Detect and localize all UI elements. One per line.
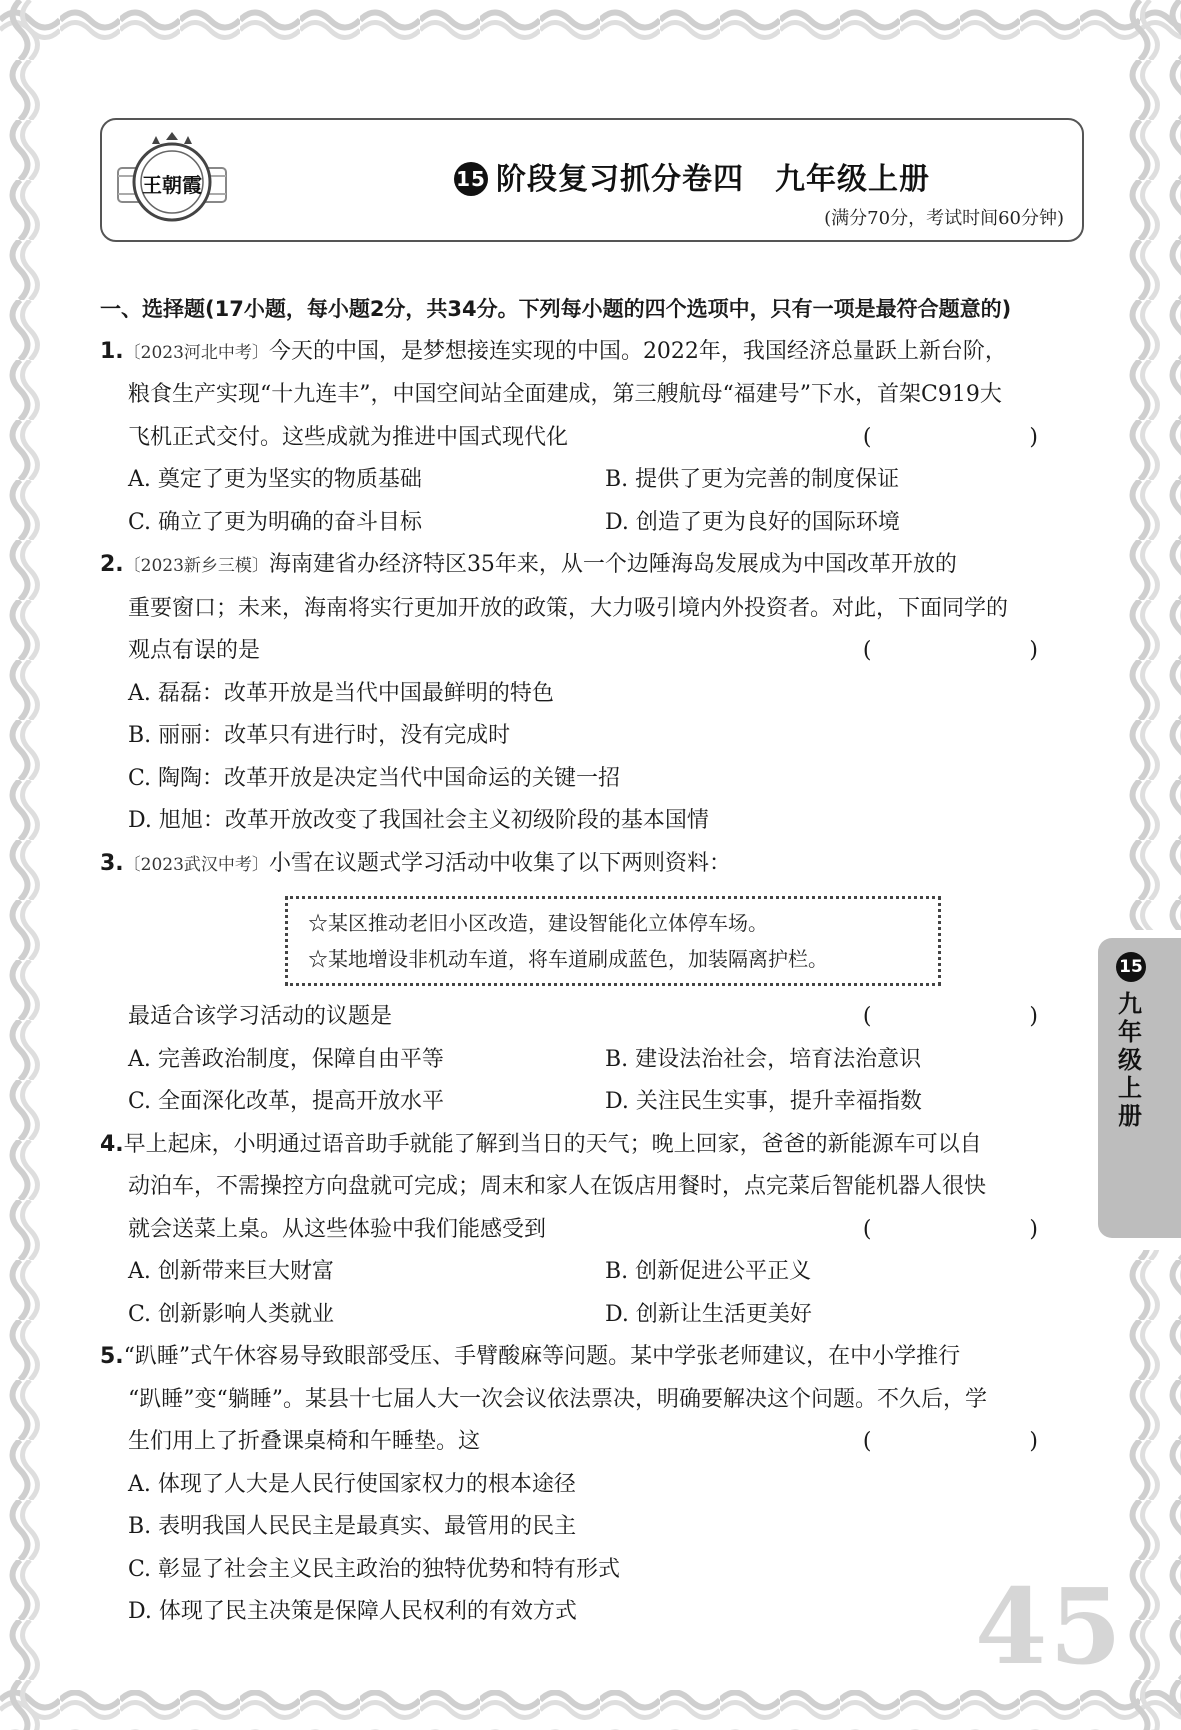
answer-bracket[interactable]: ( ) xyxy=(862,1429,1076,1454)
option-d[interactable]: D. 创造了更为良好的国际环境 xyxy=(605,509,900,535)
question-number: 5. xyxy=(100,1344,124,1369)
option-a[interactable]: A. 完善政治制度，保障自由平等 xyxy=(128,1046,444,1072)
stem-last-line: 观点有 •误 •的是 ( ) xyxy=(100,630,1082,673)
option-c[interactable]: C. 全面深化改革，提高开放水平 xyxy=(128,1089,445,1114)
option-c[interactable]: C. 彰显了社会主义民主政治的独特优势和特有形式 xyxy=(128,1556,621,1582)
question-4 xyxy=(100,1124,1082,1337)
stem-last-line: 就会送菜上桌。从这些体验中我们能感受到 ( ) xyxy=(100,1209,1082,1252)
option-b[interactable]: B. 丽丽：改革只有进行时，没有完成时 xyxy=(128,723,511,748)
title-text: 阶段复习抓分卷四 九年级上册 xyxy=(496,162,930,197)
stem-last-line: 生们用上了折叠课桌椅和午睡垫。这 ( ) xyxy=(100,1421,1082,1464)
answer-bracket[interactable]: ( ) xyxy=(862,1216,1076,1242)
answer-bracket[interactable]: ( ) xyxy=(862,1004,1076,1029)
question-stem xyxy=(100,843,1082,887)
question-5 xyxy=(100,1336,1082,1634)
option-a[interactable]: A. 体现了人大是人民行使国家权力的根本途径 xyxy=(128,1471,576,1497)
question-3 xyxy=(100,843,1082,1124)
question-stem xyxy=(100,1124,1082,1167)
side-tab-number: 15 xyxy=(1116,952,1146,982)
option-a[interactable]: A. 创新带来巨大财富 xyxy=(128,1259,334,1284)
stem-line: 动泊车，不需操控方向盘就可完成；周末和家人在饭店用餐时，点完菜后智能机器人很快 xyxy=(128,1174,987,1199)
option-a[interactable]: A. 奠定了更为坚实的物质基础 xyxy=(128,467,422,492)
option-d[interactable]: D. 关注民生实事，提升幸福指数 xyxy=(605,1089,922,1114)
option-b[interactable]: B. 建设法治社会，培育法治意识 xyxy=(605,1046,922,1072)
stem-line: 小雪在议题式学习活动中收集了以下两则资料： xyxy=(268,850,731,876)
stem-line: 今天的中国，是梦想接连实现的中国。2022年，我国经济总量跃上新台阶， xyxy=(268,338,1007,364)
side-tab xyxy=(1098,938,1181,1238)
option-b[interactable]: B. 提供了更为完善的制度保证 xyxy=(605,467,900,492)
stem-last-line: 最适合该学习活动的议题是 ( ) xyxy=(100,996,1082,1039)
page-title xyxy=(372,154,1012,198)
option-d[interactable]: D. 旭旭：改革开放改变了我国社会主义初级阶段的基本国情 xyxy=(128,808,709,833)
stem-last-line: 飞机正式交付。这些成就为推进中国式现代化 ( ) xyxy=(100,417,1082,460)
question-1 xyxy=(100,331,1082,545)
question-stem xyxy=(100,331,1082,375)
page-number: 45 xyxy=(975,1565,1124,1688)
option-c[interactable]: C. 陶陶：改革开放是决定当代中国命运的关键一招 xyxy=(128,765,621,791)
question-source: 〔2023武汉中考〕 xyxy=(123,854,269,875)
question-number: 4. xyxy=(100,1131,124,1157)
side-tab-text: 九年级上册 xyxy=(1118,990,1142,1130)
stem-line: 早上起床，小明通过语音助手就能了解到当日的天气；晚上回家，爸爸的新能源车可以自 xyxy=(123,1131,982,1157)
section-title: 一、选择题(17小题，每小题2分，共34分。下列每小题的四个选项中，只有一项是最符合题意的) xyxy=(100,297,1012,321)
logo-emblem xyxy=(116,130,228,228)
page-subtitle: (满分70分，考试时间60分钟) xyxy=(824,208,1064,229)
material-item: ☆某地增设非机动车道，将车道刷成蓝色，加装隔离护栏。 xyxy=(308,947,828,971)
option-a[interactable]: A. 磊磊：改革开放是当代中国最鲜明的特色 xyxy=(128,680,554,706)
question-number: 3. xyxy=(100,850,124,876)
question-number: 1. xyxy=(100,338,124,364)
stem-line: “趴睡”变“躺睡”。某县十七届人大一次会议依法票决，明确要解决这个问题。不久后，学 xyxy=(128,1386,987,1412)
option-d[interactable]: D. 创新让生活更美好 xyxy=(605,1301,812,1327)
question-stem xyxy=(100,544,1082,588)
stem-line: “趴睡”式午休容易导致眼部受压、手臂酸麻等问题。某中学张老师建议，在中小学推行 xyxy=(123,1344,961,1369)
question-stem xyxy=(100,1336,1082,1379)
header-box xyxy=(100,118,1084,242)
option-b[interactable]: B. 表明我国人民民主是最真实、最管用的民主 xyxy=(128,1514,577,1539)
emphasis-dot: 有 • xyxy=(172,630,194,673)
answer-bracket[interactable]: ( ) xyxy=(862,424,1076,450)
option-b[interactable]: B. 创新促进公平正义 xyxy=(605,1259,812,1284)
number-badge: 15 xyxy=(454,162,488,196)
question-2 xyxy=(100,544,1082,843)
stem-line: 重要窗口；未来，海南将实行更加开放的政策，大力吸引境内外投资者。对此，下面同学的 xyxy=(128,595,1009,621)
material-box xyxy=(285,896,941,986)
emphasis-dot: 误 • xyxy=(194,630,216,673)
material-item: ☆某区推动老旧小区改造，建设智能化立体停车场。 xyxy=(308,911,768,935)
question-source: 〔2023新乡三模〕 xyxy=(123,556,269,576)
stem-line: 粮食生产实现“十九连丰”，中国空间站全面建成，第三艘航母“福建号”下水，首架C919大 xyxy=(128,382,1002,407)
stem-line: 海南建省办经济特区35年来，从一个边陲海岛发展成为中国改革开放的 xyxy=(268,552,957,577)
question-content xyxy=(100,288,1082,1634)
question-number: 2. xyxy=(100,552,124,577)
question-source: 〔2023河北中考〕 xyxy=(123,342,269,363)
option-c[interactable]: C. 确立了更为明确的奋斗目标 xyxy=(128,509,423,535)
option-c[interactable]: C. 创新影响人类就业 xyxy=(128,1301,335,1327)
logo-text: 王朝霞 xyxy=(142,173,202,197)
option-d[interactable]: D. 体现了民主决策是保障人民权利的有效方式 xyxy=(128,1599,577,1624)
answer-bracket[interactable]: ( ) xyxy=(862,638,1076,663)
